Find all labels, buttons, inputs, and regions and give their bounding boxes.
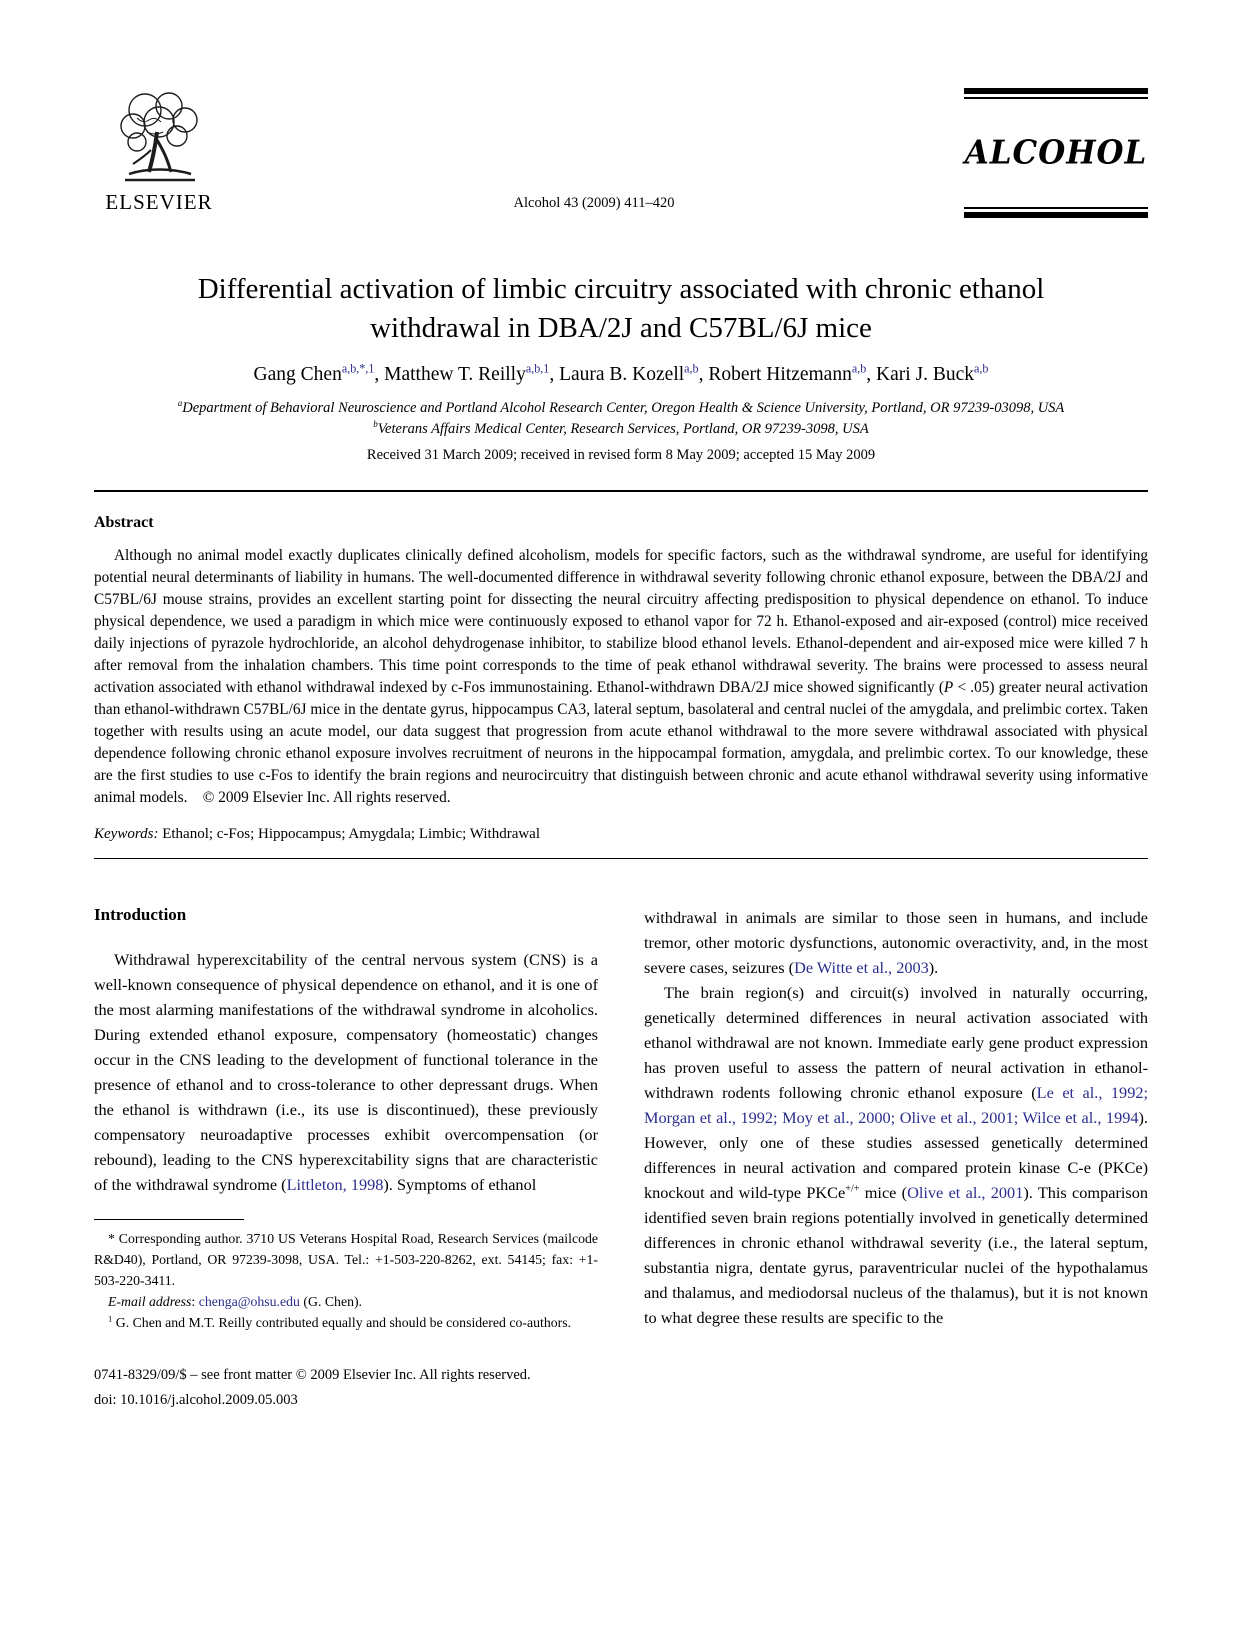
keywords-rule bbox=[94, 858, 1148, 859]
text-segment: Gang Chen bbox=[253, 364, 342, 385]
inline-link[interactable]: a,b bbox=[684, 361, 699, 376]
journal-logo-top-rule bbox=[964, 88, 1148, 99]
text-segment: Keywords: bbox=[94, 826, 163, 842]
inline-link[interactable]: a,b,1 bbox=[525, 361, 550, 376]
body-columns bbox=[94, 905, 1148, 1413]
text-segment: The brain region(s) and circuit(s) involved in naturally occurring, genetically determined differences in neural activation associated with ethanol withdrawal are not known. Immediate early gene product expression has proven useful to assess the pattern of neural activation in ethanol-withdrawn rodents following chronic ethanol exposure ( bbox=[644, 983, 1148, 1102]
abstract-heading: Abstract bbox=[94, 514, 154, 531]
journal-logo-bottom-rule bbox=[964, 207, 1148, 218]
corresponding-author-note bbox=[94, 1228, 598, 1291]
text-segment: +/+ bbox=[845, 1183, 860, 1195]
inline-link[interactable]: Le et al., 1992; Morgan et al., 1992; Moy et al., 2000; Olive et al., 2001; Wilce et al., 1994 bbox=[644, 1083, 1148, 1127]
inline-link[interactable]: a,b bbox=[974, 361, 989, 376]
journal-citation-wrap bbox=[224, 88, 964, 218]
text-segment: mice ( bbox=[859, 1183, 908, 1202]
inline-link[interactable]: chenga@ohsu.edu bbox=[198, 1294, 300, 1309]
text-segment: Ethanol; c-Fos; Hippocampus; Amygdala; Limbic; Withdrawal bbox=[162, 826, 541, 842]
text-segment: ). Symptoms of ethanol bbox=[383, 1175, 537, 1194]
text-segment: < .05) greater neural activation than ethanol-withdrawn C57BL/6J mice in the dentate gyrus, hippocampus CA3, lateral septum, basolateral and central nuclei of the amygdala, and prelimbic cortex. Taken together with results using an acute model, our data suggest that progression from acute ethanol withdrawal to the more severe withdrawal associated with physical dependence following chronic ethanol exposure involves recruitment of neurons in the hippocampal formation, amygdala, and prelimbic cortex. To our knowledge, these are the first studies to use c-Fos to identify the brain regions and neurocircuitry that distinguish between chronic and acute ethanol withdrawal severity using informative animal models. © 2009 Elsevier Inc. All rights reserved. bbox=[94, 679, 1148, 806]
footnotes bbox=[94, 1228, 598, 1333]
imprint bbox=[94, 1363, 598, 1413]
text-segment: withdrawal in animals are similar to those seen in humans, and include tremor, other motoric dysfunctions, autonomic overactivity, and, in the most severe cases, seizures ( bbox=[644, 908, 1148, 977]
issn-line: 0741-8329/09/$ – see front matter © 2009 Elsevier Inc. All rights reserved. bbox=[94, 1367, 531, 1383]
email-note bbox=[94, 1291, 598, 1312]
text-segment: , Laura B. Kozell bbox=[549, 364, 685, 385]
text-segment: , Robert Hitzemann bbox=[698, 364, 852, 385]
inline-link[interactable]: De Witte et al., 2003 bbox=[794, 958, 929, 977]
introduction-heading: Introduction bbox=[94, 905, 187, 924]
article-history: Received 31 March 2009; received in revised form 8 May 2009; accepted 15 May 2009 bbox=[366, 447, 876, 463]
elsevier-logo bbox=[94, 88, 224, 218]
text-segment: , Matthew T. Reilly bbox=[374, 364, 526, 385]
affiliations bbox=[94, 398, 1148, 440]
text-segment: P bbox=[943, 679, 954, 696]
text-segment: a bbox=[177, 398, 183, 409]
text-segment: b bbox=[373, 419, 378, 430]
keywords-line bbox=[94, 826, 1148, 843]
text-segment: ). However, only one of these studies assessed genetically determined differences in neural activation and compared protein kinase C-e (PKCe) knockout and wild-type PKCe bbox=[644, 1108, 1148, 1202]
intro-paragraph-1 bbox=[94, 947, 598, 1197]
inline-link[interactable]: a,b,*,1 bbox=[341, 361, 375, 376]
text-segment: E-mail address bbox=[108, 1294, 192, 1309]
inline-link[interactable]: a,b bbox=[851, 361, 867, 376]
text-segment: Veterans Affairs Medical Center, Research Services, Portland, OR 97239-3098, USA bbox=[377, 421, 869, 437]
affiliation-a bbox=[94, 398, 1148, 419]
inline-link[interactable]: Olive et al., 2001 bbox=[907, 1183, 1024, 1202]
equal-contribution-note bbox=[94, 1312, 598, 1333]
text-segment: (G. Chen). bbox=[299, 1294, 363, 1309]
affiliation-b bbox=[94, 419, 1148, 440]
article-title: Differential activation of limbic circuitry associated with chronic ethanol withdrawal in DBA/2J and C57BL/6J mice bbox=[197, 273, 1045, 344]
text-segment: * Corresponding author. 3710 US Veterans Hospital Road, Research Services (mailcode R&D40), Portland, OR 97239-3098, USA. Tel.: +1-503-220-8262, ext. 54145; fax: +1-503-220-3411. bbox=[94, 1231, 598, 1288]
journal-logo-block bbox=[964, 88, 1148, 218]
elsevier-wordmark: ELSEVIER bbox=[105, 190, 213, 214]
separator-rule bbox=[94, 490, 1148, 492]
text-segment: , Kari J. Buck bbox=[866, 364, 975, 385]
author-line bbox=[94, 361, 1148, 386]
elsevier-tree-icon bbox=[107, 88, 211, 188]
text-segment: Although no animal model exactly duplicates clinically defined alcoholism, models for specific factors, such as the withdrawal syndrome, are useful for identifying potential neural determinants of liability in humans. The well-documented difference in withdrawal severity following chronic ethanol exposure, between the DBA/2J and C57BL/6J mouse strains, provides an excellent starting point for dissecting the neural circuitry affecting predisposition to physical dependence on ethanol. To induce physical dependence, we used a paradigm in which mice were continuously exposed to ethanol vapor for 72 h. Ethanol-exposed and air-exposed (control) mice received daily injections of pyrazole hydrochloride, an alcohol dehydrogenase inhibitor, to stabilize blood ethanol levels. Ethanol-dependent and air-exposed mice were killed 7 h after removal from the inhalation chambers. This time point corresponds to the time of peak ethanol withdrawal severity. The brains were processed to assess neural activation associated with ethanol withdrawal indexed by c-Fos immunostaining. Ethanol-withdrawn DBA/2J mice showed significantly ( bbox=[94, 547, 1148, 696]
left-column bbox=[94, 905, 598, 1413]
intro-paragraph-1-continued bbox=[644, 905, 1148, 980]
text-segment: 1 bbox=[108, 1313, 113, 1324]
text-segment: ). This comparison identified seven brain regions potentially involved in genetically determined differences in chronic ethanol withdrawal severity (i.e., the lateral septum, substantia nigra, dentate gyrus, paraventricular nuclei of the hypothalamus and thalamus, and mediodorsal nucleus of the thalamus), but it is not known to what degree these results are specific to the bbox=[644, 1183, 1149, 1327]
inline-link[interactable]: Littleton, 1998 bbox=[286, 1175, 384, 1194]
text-segment: Withdrawal hyperexcitability of the central nervous system (CNS) is a well-known consequence of physical dependence on ethanol, and it is one of the most alarming manifestations of the withdrawal syndrome in alcoholics. During extended ethanol exposure, compensatory (homeostatic) changes occur in the CNS leading to the development of functional tolerance in the presence of ethanol and to cross-tolerance to other depressant drugs. When the ethanol is withdrawn (i.e., its use is discontinued), these previously compensatory neuroadaptive processes exhibit overcompensation (or rebound), leading to the CNS hyperexcitability signs that are characteristic of the withdrawal syndrome ( bbox=[94, 950, 598, 1194]
journal-citation: Alcohol 43 (2009) 411–420 bbox=[513, 195, 675, 211]
right-column bbox=[644, 905, 1148, 1413]
footnote-separator bbox=[94, 1219, 244, 1220]
text-segment: ). bbox=[928, 958, 939, 977]
text-segment: G. Chen and M.T. Reilly contributed equally and should be considered co-authors. bbox=[112, 1315, 572, 1330]
intro-paragraph-2 bbox=[644, 980, 1148, 1330]
page-header bbox=[94, 88, 1148, 218]
doi-line: doi: 10.1016/j.alcohol.2009.05.003 bbox=[94, 1392, 298, 1408]
text-segment: : bbox=[191, 1294, 199, 1309]
text-segment: Department of Behavioral Neuroscience and Portland Alcohol Research Center, Oregon Health & Science University, Portland, OR 97239-03098, USA bbox=[182, 400, 1065, 416]
journal-logo: ALCOHOL bbox=[964, 134, 1148, 172]
abstract-text bbox=[94, 545, 1148, 809]
